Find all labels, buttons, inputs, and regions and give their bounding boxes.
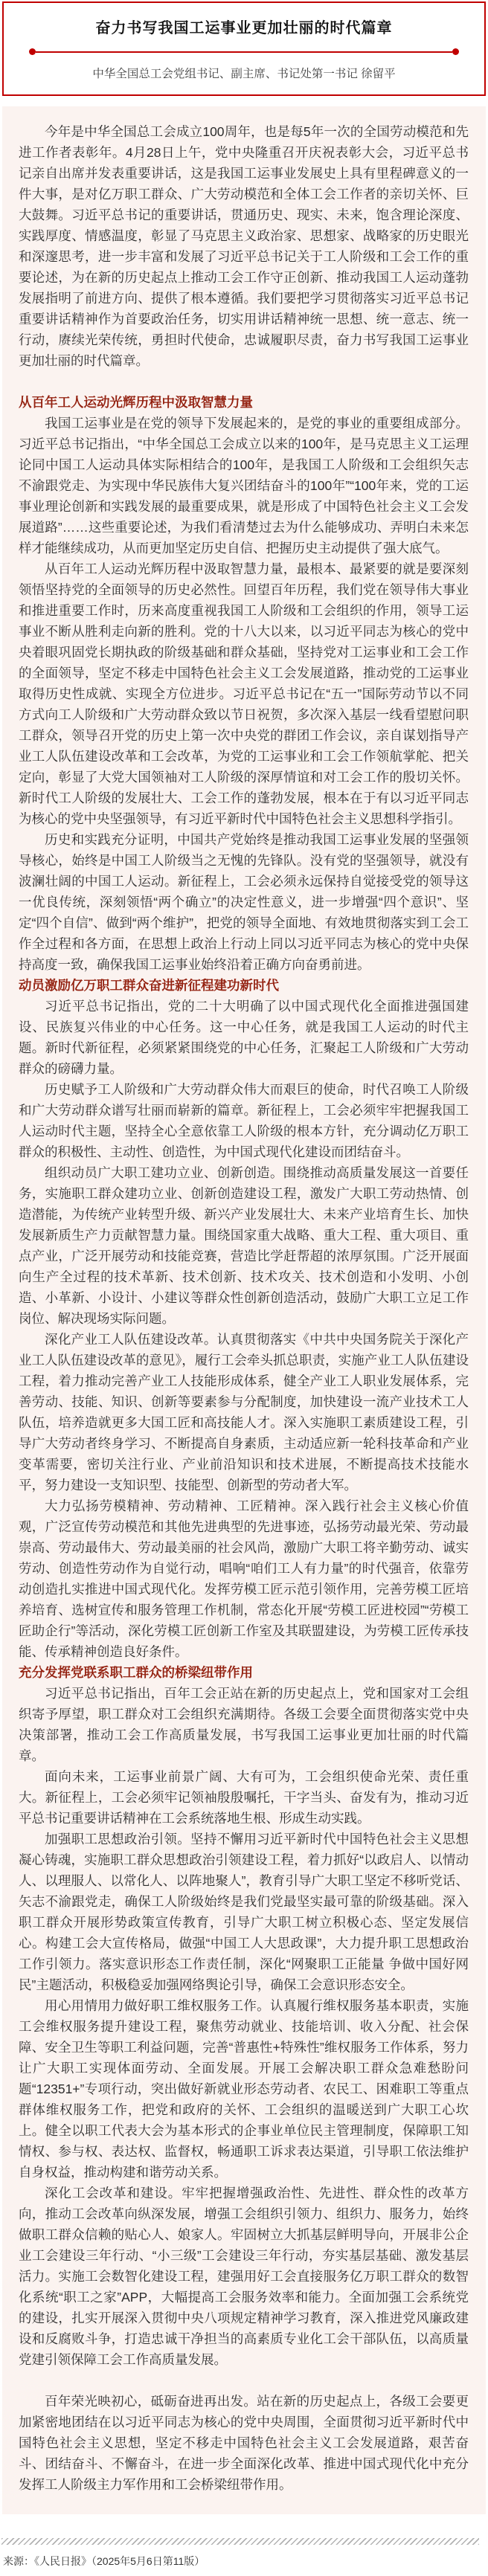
article-byline: 中华全国总工会党组书记、副主席、书记处第一书记 徐留平	[92, 68, 396, 80]
paragraph: 我国工运事业是在党的领导下发展起来的，是党的事业的重要组成部分。习近平总书记指出，“中华全国总工会成立以来的100年，是马克思主义工运理论同中国工人运动具体实际相结合的100年，是我国工人阶级和工会组织矢志不渝跟党走、为实现中华民族伟大复兴团结奋斗的100年”“100年来，党的工运事业理论创新和实践发展的最重要成果，就是形成了中国特色社会主义工会发展道路”……这些重要论述，为我们看清楚过去为什么能够成功、弄明白未来怎样才能继续成功，从而更加坚定历史自信、把握历史主动提供了强大底气。	[19, 416, 469, 556]
hatch-divider	[1, 2538, 479, 2545]
section-heading-1: 从百年工人运动光辉历程中汲取智慧力量	[19, 395, 253, 410]
divider-dot-left-icon	[29, 48, 36, 55]
article-body	[2, 106, 486, 2514]
intro-paragraph: 今年是中华全国总工会成立100周年，也是每5年一次的全国劳动模范和先进工作者表彰年。4月28日上午，党中央隆重召开庆祝表彰大会，习近平总书记亲自出席并发表重要讲话，这是我国工运事业发展史上具有里程碑意义的一件大事，是对亿万职工群众、广大劳动模范和全体工会工作者的亲切关怀、巨大鼓舞。习近平总书记的重要讲话，贯通历史、现实、未来，饱含理论深度、实践厚度、情感温度，彰显了马克思主义政治家、思想家、战略家的历史眼光和深邃思考，进一步丰富和发展了习近平总书记关于工人阶级和工会工作的重要论述，为在新的历史起点上推动工会工作守正创新、推动我国工人运动蓬勃发展指明了前进方向、提供了根本遵循。我们要把学习贯彻落实习近平总书记重要讲话精神作为首要政治任务，切实用讲话精神统一思想、统一意志、统一行动，赓续光荣传统，勇担时代使命，忠诚履职尽责，奋力书写我国工运事业更加壮丽的时代篇章。	[19, 124, 469, 368]
paragraph: 历史和实践充分证明，中国共产党始终是推动我国工运事业发展的坚强领导核心，始终是中国工人阶级当之无愧的先锋队。没有党的坚强领导，就没有波澜壮阔的中国工人运动。新征程上，工会必须永远保持自觉接受党的领导这一优良传统，深刻领悟“两个确立”的决定性意义，进一步增强“四个意识”、坚定“四个自信”、做到“两个维护”，把党的领导全面地、有效地贯彻落实到工会工作全过程和各方面，在思想上政治上行动上同以习近平同志为核心的党中央保持高度一致，确保我国工运事业始终沿着正确方向奋勇前进。	[19, 832, 469, 972]
paragraph: 加强职工思想政治引领。坚持不懈用习近平新时代中国特色社会主义思想凝心铸魂，实施职工群众思想政治引领建设工程，着力抓好“以政启人、以情动人、以理服人、以常化人、以阵地聚人”，教育引导广大职工坚定不移听党话、矢志不渝跟党走，确保工人阶级始终是我们党最坚实最可靠的阶级基础。深入职工群众开展形势政策宣传教育，引导广大职工树立积极心态、坚定发展信心。构建工会大宣传格局，做强“中国工人大思政课”，大力提升职工思想政治工作引领力。落实意识形态工作责任制，深化“网聚职工正能量 争做中国好网民”主题活动，积极稳妥加强网络舆论引导，确保工会意识形态安全。	[19, 1832, 469, 1992]
paragraph: 大力弘扬劳模精神、劳动精神、工匠精神。深入践行社会主义核心价值观，广泛宣传劳动模范和其他先进典型的先进事迹，弘扬劳动最光荣、劳动最崇高、劳动最伟大、劳动最美丽的社会风尚，激励广大职工将辛勤劳动、诚实劳动、创造性劳动作为自觉行动，唱响“咱们工人有力量”的时代强音，依靠劳动创造扎实推进中国式现代化。发挥劳模工匠示范引领作用，完善劳模工匠培养培育、选树宣传和服务管理工作机制，常态化开展“劳模工匠进校园”“劳模工匠助企行”等活动，深化劳模工匠创新工作室及其联盟建设，为劳模工匠传承技能、传承精神创造良好条件。	[19, 1498, 469, 1659]
paragraph: 深化产业工人队伍建设改革。认真贯彻落实《中共中央国务院关于深化产业工人队伍建设改革的意见》，履行工会牵头抓总职责，实施产业工人队伍建设工程，着力推动完善产业工人技能形成体系，健全产业工人职业发展体系，完善劳动、技能、知识、创新等要素参与分配制度，加快建设一流产业技术工人队伍，培养造就更多大国工匠和高技能人才。深入实施职工素质建设工程，引导广大劳动者终身学习、不断提高自身素质，主动适应新一轮科技革命和产业变革需要，密切关注行业、产业前沿知识和技术进展，不断提高技术技能水平，努力建设一支知识型、技能型、创新型的劳动者大军。	[19, 1332, 469, 1493]
divider-dot-right-icon	[452, 48, 459, 55]
section-heading-2: 动员激励亿万职工群众奋进新征程建功新时代	[19, 978, 279, 993]
paragraph: 从百年工人运动光辉历程中汲取智慧力量，最根本、最紧要的就是要深刻领悟坚持党的全面领导的历史必然性。回望百年历程，我们党在领导伟大事业和推进重要工作时，历来高度重视我国工人阶级和工会组织的作用，领导工运事业不断从胜利走向新的胜利。党的十八大以来，以习近平同志为核心的党中央着眼巩固党长期执政的阶级基础和群众基础，坚持党对工运事业和工会工作的全面领导，坚定不移走中国特色社会主义工会发展道路，推动党的工运事业取得历史性成就、实现全方位进步。习近平总书记在“五一”国际劳动节以不同方式向工人阶级和广大劳动群众致以节日祝贺，多次深入基层一线看望慰问职工群众，领导召开党的历史上第一次中央党的群团工作会议，亲自谋划指导产业工人队伍建设改革和工会改革，为党的工运事业和工会工作领航掌舵、把关定向，彰显了大党大国领袖对工人阶级的深厚情谊和对工会工作的殷切关怀。新时代工人阶级的发展壮大、工会工作的蓬勃发展，根本在于有以习近平同志为核心的党中央坚强领导，有习近平新时代中国特色社会主义思想科学指引。	[19, 561, 469, 826]
paragraph: 组织动员广大职工建功立业、创新创造。围绕推动高质量发展这一首要任务，实施职工群众建功立业、创新创造建设工程，激发广大职工劳动热情、创造潜能，为传统产业转型升级、新兴产业发展壮大、未来产业培育生长、加快发展新质生产力贡献智慧力量。围绕国家重大战略、重大工程、重大项目、重点产业，广泛开展劳动和技能竞赛，营造比学赶帮超的浓厚氛围。广泛开展面向生产全过程的技术革新、技术创新、技术攻关、技术创造和小发明、小创造、小革新、小设计、小建议等群众性创新创造活动，鼓励广大职工立足工作岗位、解决现场实际问题。	[19, 1165, 469, 1326]
paragraph: 深化工会改革和建设。牢牢把握增强政治性、先进性、群众性的改革方向，推动工会改革向纵深发展，增强工会组织引领力、组织力、服务力，始终做职工群众信赖的贴心人、娘家人。牢固树立大抓基层鲜明导向，开展非公企业工会建设三年行动、“小三级”工会建设三年行动，夯实基层基础、激发基层活力。实施工会数智化建设工程，建强用好工会直接服务亿万职工群众的数智化系统“职工之家”APP，大幅提高工会服务效率和能力。全面加强工会系统党的建设，扎实开展深入贯彻中央八项规定精神学习教育，深入推进党风廉政建设和反腐败斗争，打造忠诚干净担当的高素质专业化工会干部队伍，以高质量党建引领保障工会工作高质量发展。	[19, 2186, 469, 2367]
closing-paragraph: 百年荣光映初心，砥砺奋进再出发。站在新的历史起点上，各级工会要更加紧密地团结在以习近平同志为核心的党中央周围，全面贯彻习近平新时代中国特色社会主义思想，坚定不移走中国特色社会主义工会发展道路，艰苦奋斗、团结奋斗、不懈奋斗，在进一步全面深化改革、推进中国式现代化中充分发挥工人阶级主力军作用和工会桥梁纽带作用。	[19, 2394, 469, 2492]
paragraph: 历史赋予工人阶级和广大劳动群众伟大而艰巨的使命，时代召唤工人阶级和广大劳动群众谱写壮丽而崭新的篇章。新征程上，工会必须牢牢把握我国工人运动时代主题，坚持全心全意依靠工人阶级的根本方针，充分调动亿万职工群众的积极性、主动性、创造性，为中国式现代化建设而团结奋斗。	[19, 1082, 469, 1159]
title-divider	[29, 48, 459, 55]
article-header	[2, 1, 486, 96]
paragraph: 习近平总书记指出，百年工会正站在新的历史起点上，党和国家对工会组织寄予厚望，职工群众对工会组织充满期待。各级工会要全面贯彻落实党中央决策部署，推动工会工作高质量发展，书写我国工运事业更加壮丽的时代篇章。	[19, 1686, 469, 1763]
paragraph: 习近平总书记指出，党的二十大明确了以中国式现代化全面推进强国建设、民族复兴伟业的中心任务。这一中心任务，就是我国工人运动的时代主题。新时代新征程，必须紧紧围绕党的中心任务，汇聚起工人阶级和广大劳动群众的磅礴力量。	[19, 999, 469, 1076]
source-line: 来源：《人民日报》（2025年5月6日第11版）	[3, 2555, 205, 2567]
paragraph: 面向未来，工运事业前景广阔、大有可为，工会组织使命光荣、责任重大。新征程上，工会必须牢记领袖殷殷嘱托，干字当头、奋发有为，推动习近平总书记重要讲话精神在工会系统落地生根、形成生动实践。	[19, 1769, 469, 1826]
article-title: 奋力书写我国工运事业更加壮丽的时代篇章	[95, 20, 393, 36]
paragraph: 用心用情用力做好职工维权服务工作。认真履行维权服务基本职责，实施工会维权服务提升建设工程，聚焦劳动就业、技能培训、收入分配、社会保障、安全卫生等职工利益问题，完善“普惠性+特殊性”维权服务工作体系，努力让广大职工实现体面劳动、全面发展。开展工会解决职工群众急难愁盼问题“12351+”专项行动，突出做好新就业形态劳动者、农民工、困难职工等重点群体维权服务工作，把党和政府的关怀、工会组织的温暖送到广大职工心坎上。健全以职工代表大会为基本形式的企事业单位民主管理制度，保障职工知情权、参与权、表达权、监督权，畅通职工诉求表达渠道，引导职工依法维护自身权益，推动构建和谐劳动关系。	[19, 1998, 469, 2180]
divider-line	[36, 51, 452, 53]
section-heading-3: 充分发挥党联系职工群众的桥梁纽带作用	[19, 1665, 253, 1680]
article-page	[0, 1, 488, 2569]
